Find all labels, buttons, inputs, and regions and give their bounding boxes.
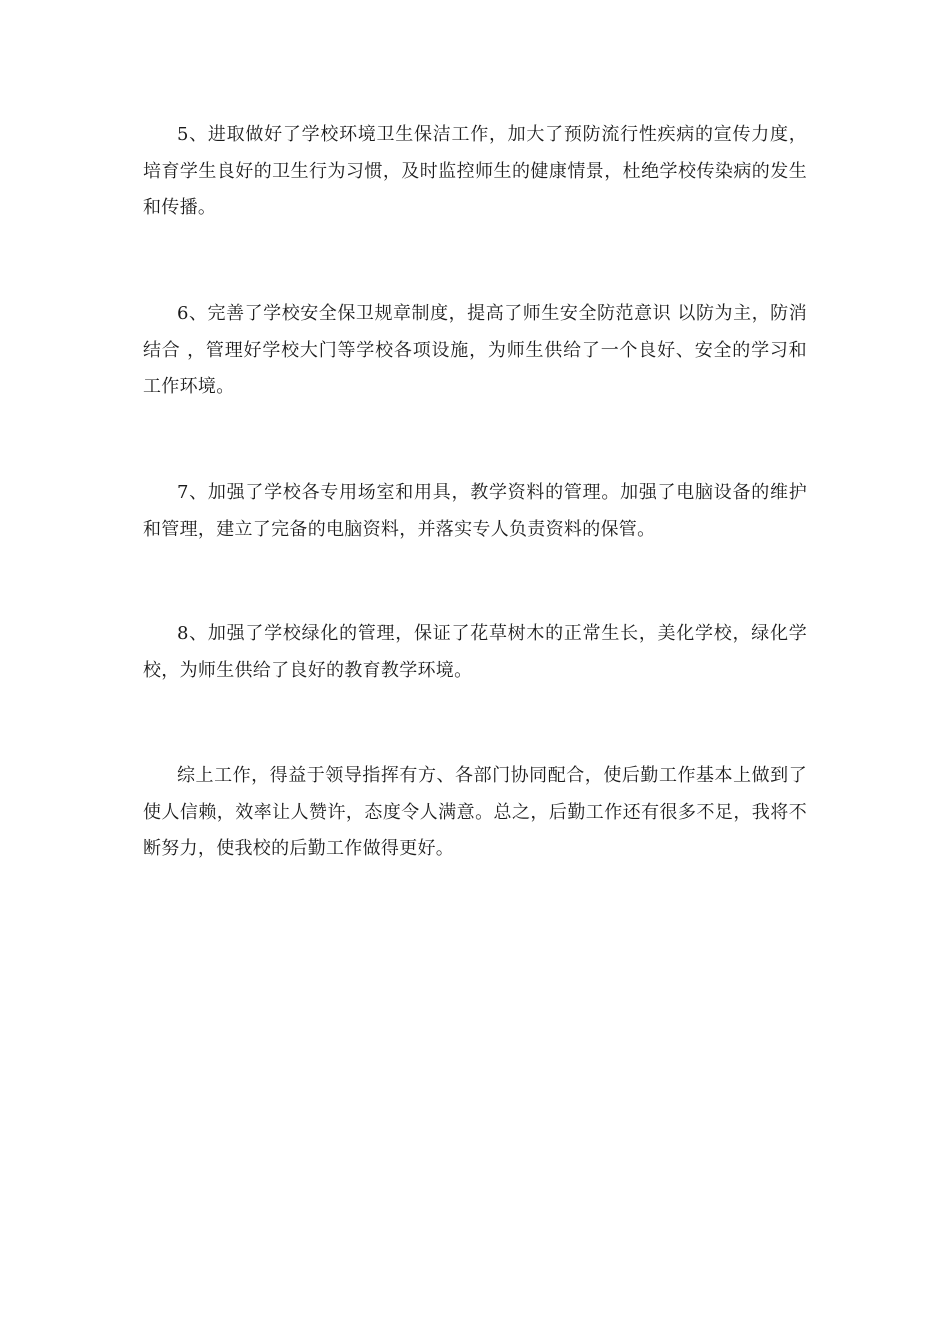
paragraph-item-5: 5、进取做好了学校环境卫生保洁工作，加大了预防流行性疾病的宣传力度，培育学生良好的卫生行为习惯，及时监控师生的健康情景，杜绝学校传染病的发生和传播。 [143,124,807,218]
paragraph-summary: 综上工作，得益于领导指挥有方、各部门协同配合，使后勤工作基本上做到了使人信赖，效率让人赞许，态度令人满意。总之，后勤工作还有很多不足，我将不断努力，使我校的后勤工作做得更好。 [143,765,807,859]
paragraph-item-7: 7、加强了学校各专用场室和用具，教学资料的管理。加强了电脑设备的维护和管理，建立了完备的电脑资料，并落实专人负责资料的保管。 [143,482,807,540]
paragraph-item-6: 6、完善了学校安全保卫规章制度，提高了师生安全防范意识 以防为主，防消结合 ，管理好学校大门等学校各项设施，为师生供给了一个良好、安全的学习和工作环境。 [143,303,807,397]
paragraph-item-8: 8、加强了学校绿化的管理，保证了花草树木的正常生长，美化学校，绿化学校，为师生供给了良好的教育教学环境。 [143,623,807,681]
